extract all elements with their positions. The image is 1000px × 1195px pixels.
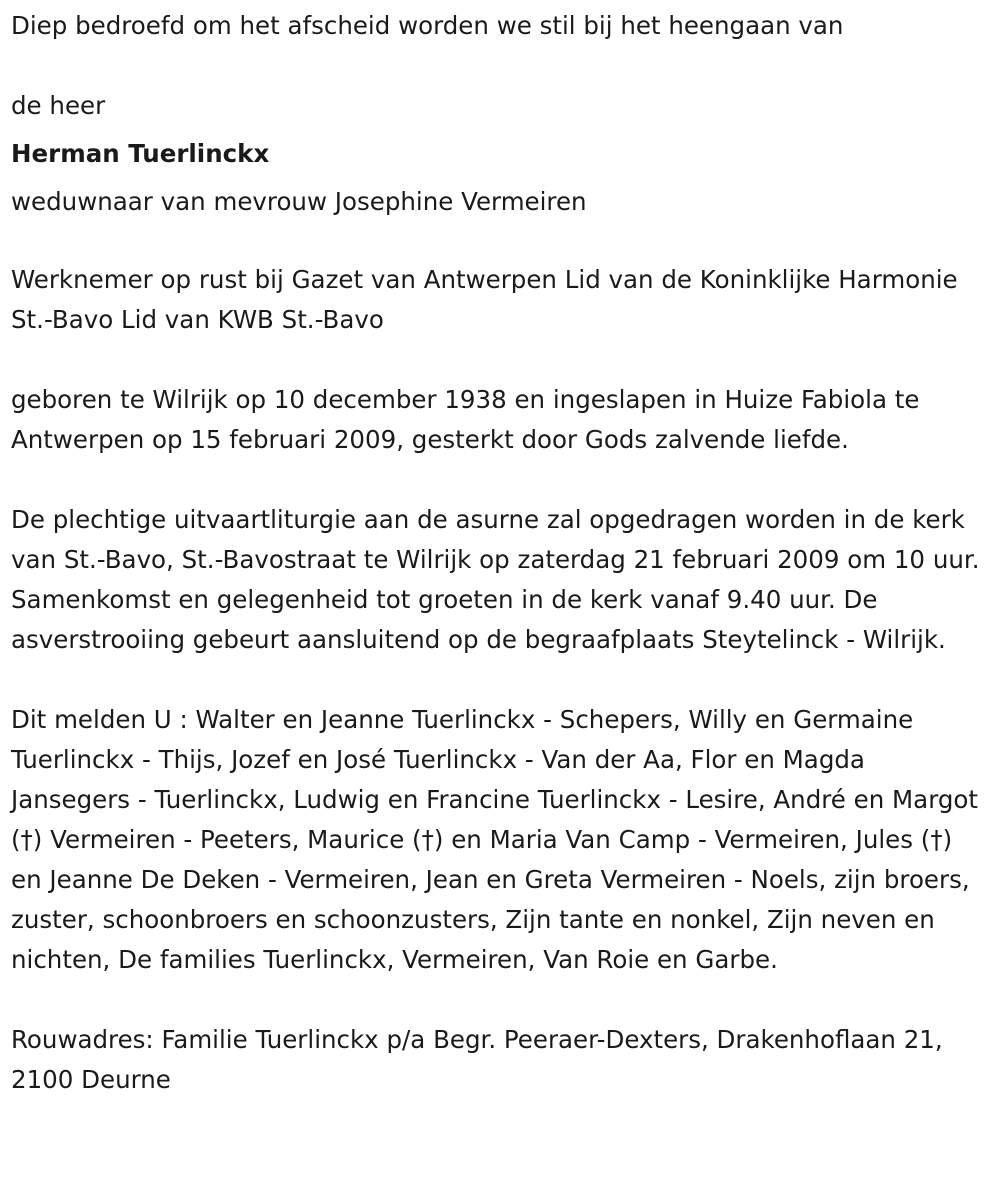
announcers-paragraph: Dit melden U : Walter en Jeanne Tuerlinckx - Schepers, Willy en Germaine Tuerlinckx - Thijs, Jozef en José Tuerlinckx - Van der Aa, Flor en Magda Jansegers - Tuerlinckx, Ludwig en Francine Tuerlinckx - Lesire, André en Margot (†) Vermeiren - Peeters, Maurice (†) en Maria Van Camp - Vermeiren, Jules (†) en Jeanne De Deken - Vermeiren, Jean en Greta Vermeiren - Noels, zijn broers, zuster, schoonbroers en schoonzusters, Zijn tante en nonkel, Zijn neven en nichten, De families Tuerlinckx, Vermeiren, Van Roie en Garbe.: [11, 705, 978, 974]
deceased-name: Herman Tuerlinckx: [11, 139, 270, 168]
occupation-paragraph: Werknemer op rust bij Gazet van Antwerpen Lid van de Koninklijke Harmonie St.-Bavo Lid van KWB St.-Bavo: [11, 265, 958, 334]
address-paragraph: Rouwadres: Familie Tuerlinckx p/a Begr. Peeraer-Dexters, Drakenhoflaan 21, 2100 Deurne: [11, 1025, 943, 1094]
spouse-line: weduwnaar van mevrouw Josephine Vermeiren: [11, 187, 587, 216]
birth-death-paragraph: geboren te Wilrijk op 10 december 1938 en ingeslapen in Huize Fabiola te Antwerpen op 15 februari 2009, gesterkt door Gods zalvende liefde.: [11, 385, 920, 454]
funeral-paragraph: De plechtige uitvaartliturgie aan de asurne zal opgedragen worden in de kerk van St.-Bavo, St.-Bavostraat te Wilrijk op zaterdag 21 februari 2009 om 10 uur. Samenkomst en gelegenheid tot groeten in de kerk vanaf 9.40 uur. De asverstrooiing gebeurt aansluitend op de begraafplaats Steytelinck - Wilrijk.: [11, 505, 980, 654]
intro-text: Diep bedroefd om het afscheid worden we stil bij het heengaan van: [11, 11, 844, 40]
honorific: de heer: [11, 91, 106, 120]
